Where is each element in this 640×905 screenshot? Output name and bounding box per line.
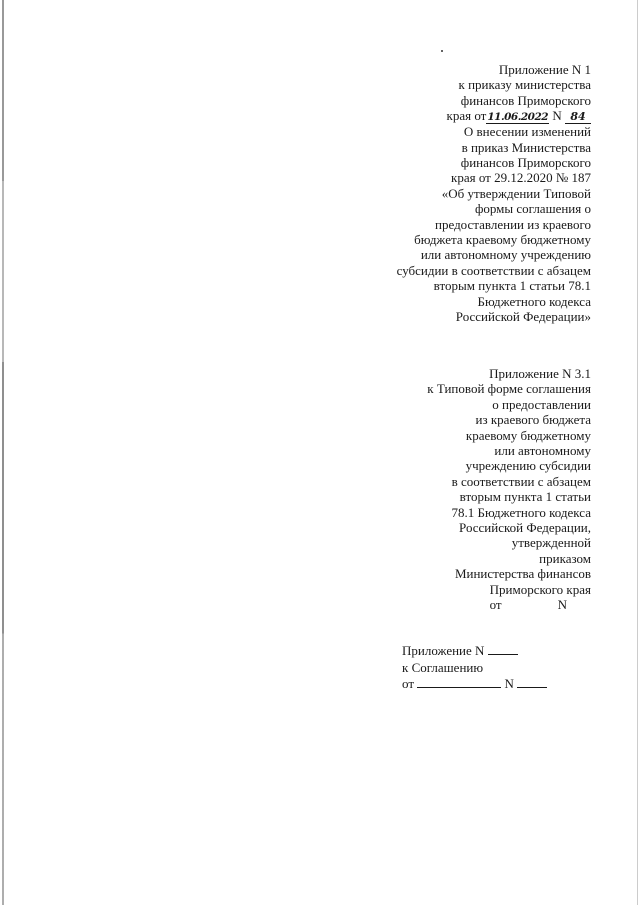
annex-1-line: или автономному учреждению [420, 247, 591, 263]
annex-1-line: O внесении изменений [463, 124, 591, 140]
handwritten-date: 11.06.2022 [487, 111, 549, 124]
annex-1-line: Российской Федерации» [455, 309, 591, 325]
annex-3-1-line: Российской Федерации, [459, 520, 591, 536]
annex-3-1-line: приказом [539, 550, 591, 566]
annex-1-line: бюджета краевому бюджетному [414, 232, 591, 248]
annex-3-1-line: Министерства финансов [454, 566, 591, 582]
annex-3-1-line: учреждению субсидии [465, 458, 591, 474]
n-label: N [557, 597, 567, 613]
annex-1-date-line [397, 108, 591, 124]
annex-3-1-line: или автономному [494, 443, 591, 459]
annex-1-line: «Об утверждении Типовой [441, 185, 591, 201]
agreement-annex-title-line [402, 643, 547, 660]
scan-edge-left [2, 0, 4, 905]
annex-1-line: края от 29.12.2020 № 187 [451, 170, 591, 186]
ot-label: от [489, 597, 502, 613]
scan-speck [441, 50, 443, 52]
annex-3-1-line: в соответствии с абзацем [451, 473, 591, 489]
annex-1-line: Бюджетного кодекса [477, 293, 591, 309]
agreement-annex-title: Приложение N [402, 643, 485, 658]
annex-1-line: финансов Приморского [460, 92, 591, 108]
annex-3-1-line: Приморского края [489, 581, 591, 597]
agreement-number-blank [517, 676, 547, 688]
annex-1-line: к приказу министерства [458, 77, 591, 93]
annex-3-1-header [427, 366, 591, 613]
annex-3-1-ot-line [427, 597, 591, 612]
agreement-ot-label: от [402, 676, 415, 691]
annex-3-1-line: из краевого бюджета [475, 412, 591, 428]
annex-1-line: Приложение N 1 [498, 62, 591, 77]
handwritten-number: 84 [565, 111, 591, 124]
agreement-annex-date-line [402, 676, 547, 693]
annex-3-1-line: 78.1 Бюджетного кодекса [451, 504, 591, 520]
annex-1-line: субсидии в соответствии с абзацем [396, 262, 591, 278]
annex-1-header [397, 62, 591, 325]
agreement-n-label: N [504, 676, 514, 691]
annex-1-line: финансов Приморского [460, 155, 591, 171]
annex-3-1-line: утвержденной [511, 535, 591, 551]
agreement-annex-header [402, 643, 547, 693]
annex-1-line: в приказ Министерства [461, 139, 591, 155]
annex-3-1-line: о предоставлении [492, 396, 591, 412]
annex-3-1-line: Приложение N 3.1 [489, 366, 591, 381]
annex-1-line: формы соглашения о [474, 201, 591, 217]
annex-3-1-line: вторым пункта 1 статьи [459, 489, 591, 505]
number-label: N [552, 108, 562, 124]
date-prefix: края от [446, 108, 487, 124]
annex-number-blank [488, 643, 518, 655]
annex-1-line: вторым пункта 1 статьи 78.1 [433, 278, 591, 294]
annex-1-line: предоставлении из краевого [435, 216, 591, 232]
scan-edge-right [637, 0, 638, 905]
annex-3-1-line: к Типовой форме соглашения [427, 381, 591, 397]
annex-3-1-line: краевому бюджетному [465, 427, 591, 443]
agreement-date-blank [417, 676, 501, 688]
agreement-annex-to-line: к Соглашению [402, 659, 484, 675]
